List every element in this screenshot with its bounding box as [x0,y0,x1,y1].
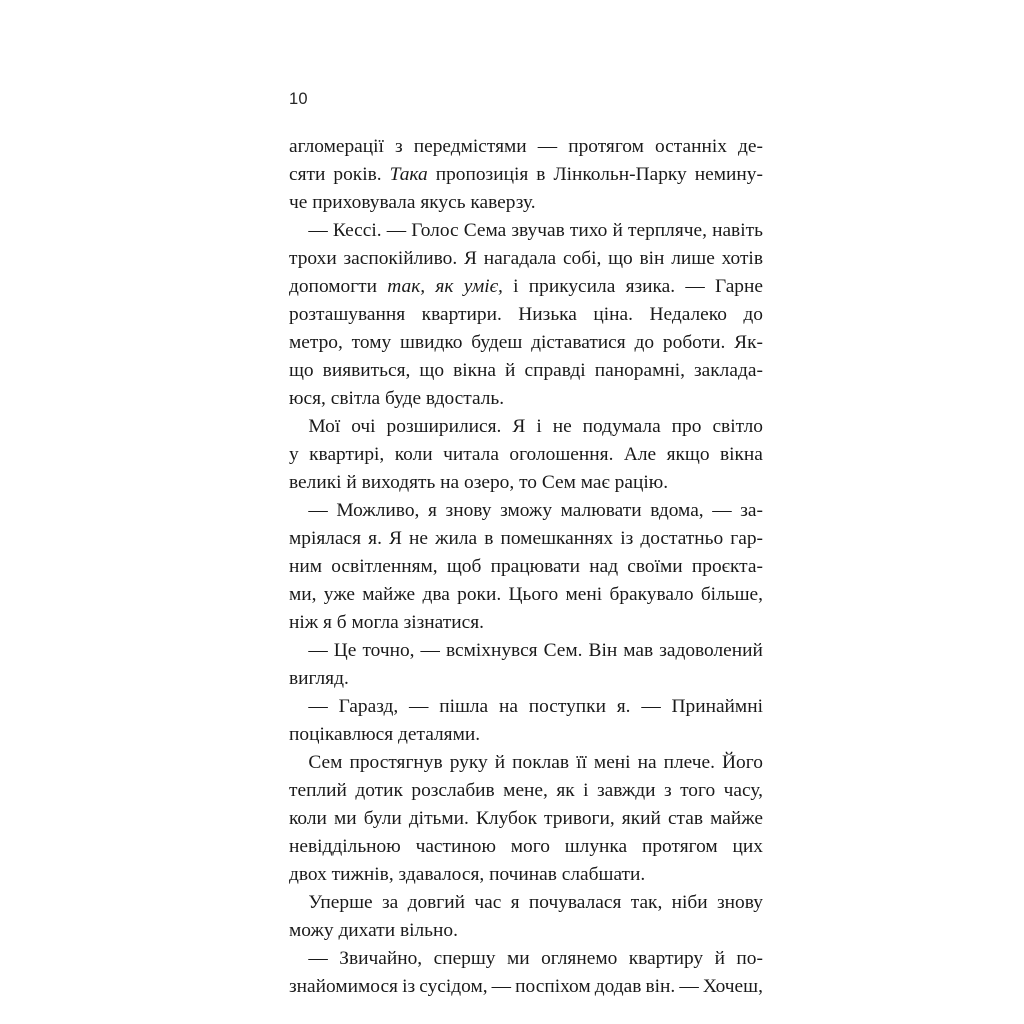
word: час [474,892,502,913]
word: — [289,220,328,241]
word: оглянемо [541,948,618,969]
word: каверзу. [470,192,536,213]
word: поклав [512,752,570,773]
word: заклада- [694,360,763,381]
page-number: 10 [289,90,308,108]
word: Кессі. [332,220,382,241]
word: Це [333,640,357,661]
text-line [289,217,763,245]
word: я. [616,696,631,717]
word: панорамні, [594,360,685,381]
word: якщо [666,444,710,465]
word: жила [435,528,478,549]
word: знову [445,500,492,521]
word: — [712,500,732,521]
word: Недалеко [649,304,727,325]
word: подумала [582,416,661,437]
word: проєкта- [691,556,763,577]
word: й [346,472,362,493]
text-line [289,413,763,441]
word: не [409,528,429,549]
word: прикусила [528,276,616,297]
word: — [289,640,328,661]
word: Гарне [714,276,763,297]
word: швидко [400,332,463,353]
word: тому [351,332,392,353]
body-text-block [289,133,763,1001]
word: уміє, [463,276,503,297]
word: коли [394,444,433,465]
word: більше, [700,584,763,605]
word: Я [389,528,402,549]
word: й [612,220,623,241]
text-line [289,609,763,637]
text-line [289,665,763,693]
word: — [386,220,407,241]
word: і [536,416,542,437]
text-line [289,273,763,301]
word: довгий [407,892,466,913]
word: б [336,612,352,633]
word: вдосталь. [425,388,505,409]
word: Я [463,248,477,269]
word: вільно. [399,920,458,941]
text-line [289,441,763,469]
word: тижнів, [331,864,399,885]
word: світло [712,416,763,437]
word: Сем [541,472,581,493]
word: могла [351,612,404,633]
word: слабшати. [561,864,646,885]
text-line [289,637,763,665]
word: помешканнях [500,528,614,549]
word: поцікавлюся [289,724,399,745]
text-line [289,245,763,273]
word: де- [737,136,763,157]
word: ніж [289,612,324,633]
word: Цього [508,584,559,605]
word: роки. [457,584,502,605]
word: із [620,528,634,549]
text-line [289,861,763,889]
text-line [289,581,763,609]
text-line [289,945,763,973]
word: дотик [355,780,403,801]
word: тривоги, [544,808,615,829]
word: того [680,780,716,801]
word: Сема [463,220,507,241]
word: що [608,248,633,269]
word: Лінкольн-Парку [553,164,687,185]
word: як [556,780,575,801]
word: задоволений [659,640,763,661]
word: зможу [500,500,553,521]
word: і [513,276,519,297]
word: до [634,332,655,353]
word: що [289,360,314,381]
text-line [289,301,763,329]
word: не [552,416,572,437]
word: Як- [734,332,763,353]
word: заспокійливо. [343,248,458,269]
word: очі [351,416,376,437]
word: Сем. [543,640,583,661]
word: бракувало [609,584,694,605]
word: сяти [289,164,326,185]
word: розширилися. [386,416,502,437]
text-line [289,497,763,525]
word: виходять [361,472,441,493]
word: здавалося, [398,864,490,885]
text-line [289,889,763,917]
word: останніх [654,136,727,157]
word: метро, [289,332,343,353]
word: на [498,696,518,717]
word: Звичайно, [339,948,423,969]
word: Така [389,164,428,185]
word: працювати [490,556,580,577]
word: на [637,752,657,773]
word: звучав [511,220,565,241]
word: як [435,276,454,297]
word: років. [333,164,382,185]
word: передмістями [413,136,527,157]
word: будеш [471,332,523,353]
word: були [363,808,402,829]
word: че [289,192,313,213]
word: агломерації [289,136,384,157]
word: став [667,808,704,829]
word: — [537,136,558,157]
word: точно, [362,640,415,661]
word: вікна [719,444,763,465]
word: Низька [518,304,577,325]
text-line [289,833,763,861]
word: Мої [289,416,341,437]
word: у [289,444,299,465]
word: із [402,976,416,997]
word: своїми [627,556,683,577]
word: руку [449,752,488,773]
text-line [289,805,763,833]
word: всміхнувся [445,640,538,661]
word: якусь [420,192,471,213]
word: Голос [411,220,459,241]
word: Гаразд, [338,696,399,717]
word: озеро, [464,472,520,493]
word: частиною [415,836,496,857]
word: на [440,472,465,493]
word: плече. [663,752,716,773]
word: квартири. [421,304,502,325]
word: майже [362,584,416,605]
word: поспіхом [515,976,591,997]
text-line [289,777,763,805]
word: — [679,976,699,997]
text-line [289,525,763,553]
word: два [422,584,450,605]
word: — [641,696,661,717]
word: уже [323,584,355,605]
word: і [583,780,589,801]
word: вдома, [650,500,704,521]
word: сусідом, [419,976,488,997]
word: мав [623,640,654,661]
word: мого [510,836,550,857]
word: освітленням, [331,556,438,577]
word: вигляд. [289,668,349,689]
word: над [589,556,619,577]
text-line [289,161,763,189]
word: майже [710,808,763,829]
word: який [621,808,661,829]
word: тихо [569,220,608,241]
word: буде [385,388,426,409]
word: — [289,696,328,717]
word: допомогти [289,276,378,297]
word: ним [289,556,323,577]
word: світла [330,388,385,409]
word: — [685,276,705,297]
word: знову [717,892,763,913]
word: ми [506,948,530,969]
word: шлунка [564,836,628,857]
word: Він [588,640,618,661]
word: щоб [446,556,482,577]
word: двох [289,864,332,885]
word: Уперше [289,892,373,913]
word: юся, [289,388,331,409]
word: мені [593,752,631,773]
word: Можливо, [336,500,420,521]
word: язика. [625,276,676,297]
word: — [420,640,440,661]
word: він [639,248,665,269]
word: має [580,472,615,493]
word: пропозиція [435,164,529,185]
word: Клубок [475,808,537,829]
word: собі, [562,248,602,269]
word: Але [623,444,657,465]
word: теплий [289,780,347,801]
text-line [289,721,763,749]
word: зізнатися. [403,612,485,633]
word: читала [443,444,499,465]
word: — [289,500,328,521]
word: то [519,472,542,493]
text-line [289,693,763,721]
word: нагадала [483,248,557,269]
word: дітьми. [408,808,469,829]
word: я [428,500,437,521]
word: в [484,528,494,549]
word: завжди [596,780,656,801]
word: з [663,780,672,801]
word: — [409,696,429,717]
word: її [576,752,587,773]
word: мені [565,584,603,605]
text-line [289,189,763,217]
word: трохи [289,248,337,269]
word: невіддільною [289,836,401,857]
word: мріялася [289,528,362,549]
word: спершу [433,948,496,969]
word: розслабив [411,780,495,801]
text-line [289,133,763,161]
word: ми, [289,584,317,605]
word: терпляче, [628,220,707,241]
word: простягнув [349,752,443,773]
word: я [323,612,337,633]
word: й [714,948,725,969]
word: за- [740,500,763,521]
word: пішла [439,696,489,717]
word: коли [289,808,327,829]
word: дихати [338,920,400,941]
text-line [289,329,763,357]
word: навіть [712,220,763,241]
word: ціна. [593,304,634,325]
word: квартиру [628,948,704,969]
word: цих [732,836,763,857]
word: він. [645,976,676,997]
word: справді [524,360,586,381]
word: що [419,360,445,381]
word: так, [630,892,663,913]
word: Сем [289,752,343,773]
text-line [289,749,763,777]
word: оголошення. [509,444,614,465]
word: діставатися [531,332,626,353]
word: протягом [568,136,644,157]
word: починав [489,864,562,885]
word: з [394,136,403,157]
word: ніби [671,892,708,913]
word: знайомимося [289,976,398,997]
word: хотів [721,248,763,269]
word: мене, [503,780,548,801]
word: Хочеш, [702,976,763,997]
word: Я [512,416,526,437]
text-line [289,973,763,1001]
word: лише [671,248,715,269]
word: квартирі, [309,444,385,465]
word: малювати [560,500,642,521]
word: приховувала [312,192,421,213]
text-line [289,553,763,581]
word: розташування [289,304,406,325]
word: про [671,416,702,437]
word: поступки [528,696,606,717]
word: в [536,164,546,185]
word: почувалася [528,892,622,913]
word: немину- [694,164,763,185]
word: до [743,304,763,325]
word: часу, [723,780,763,801]
word: й [505,360,516,381]
word: великі [289,472,347,493]
word: гар- [730,528,763,549]
word: достатньо [640,528,724,549]
word: Його [722,752,763,773]
word: можу [289,920,339,941]
word: Принаймні [671,696,763,717]
word: я. [368,528,382,549]
word: ми [334,808,357,829]
word: й [494,752,506,773]
text-line [289,357,763,385]
word: деталями. [398,724,481,745]
word: за [381,892,399,913]
text-line [289,385,763,413]
word: протягом [641,836,718,857]
word: я [510,892,520,913]
word: рацію. [614,472,669,493]
word: виявиться, [322,360,411,381]
text-line [289,469,763,497]
word: так, [387,276,426,297]
word: — [289,948,328,969]
word: додав [594,976,642,997]
word: — [491,976,512,997]
text-line [289,917,763,945]
word: вікна [453,360,497,381]
word: роботи. [662,332,726,353]
word: по- [736,948,763,969]
